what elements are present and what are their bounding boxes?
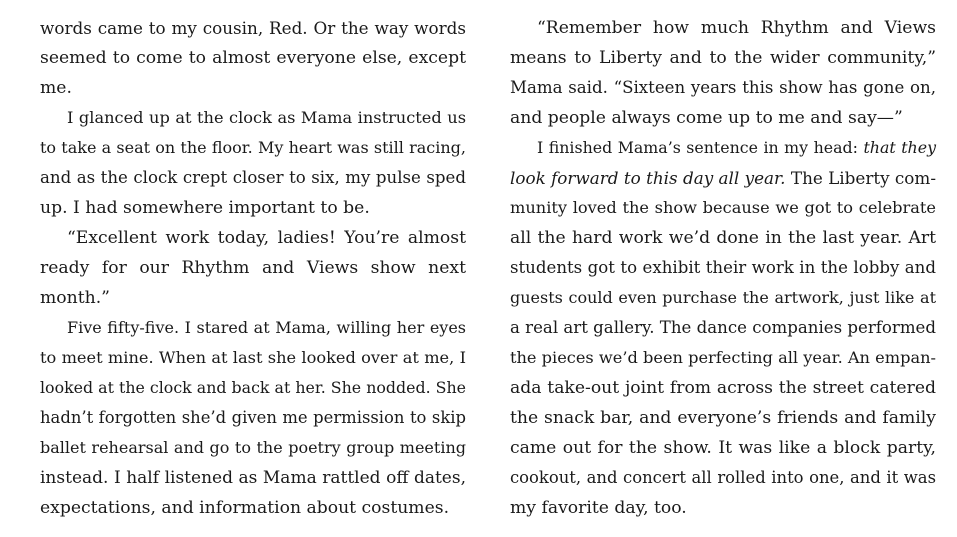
text-line: guests could even purchase the artwork, just like at	[510, 288, 936, 307]
text-line: all the hard work we’d done in the last year. Art	[510, 228, 936, 248]
text-line	[510, 133, 936, 163]
text-line: “Excellent work today, ladies! You’re almost	[67, 228, 466, 248]
text-line: “Remember how much Rhythm and Views	[537, 18, 936, 38]
text-run: The Liberty com-	[785, 168, 936, 188]
text-line: Mama said. “Sixteen years this show has gone on,	[510, 78, 936, 97]
text-line: and as the clock crept closer to six, my pulse sped	[40, 168, 466, 187]
text-line: Five fifty-five. I stared at Mama, willing her eyes	[67, 318, 466, 337]
text-line: to meet mine. When at last she looked over at me, I	[40, 348, 466, 367]
text-line: to take a seat on the floor. My heart was still racing,	[40, 138, 466, 157]
text-line: means to Liberty and to the wider community,”	[510, 48, 936, 68]
italic-text-run: look forward to this day all year.	[510, 168, 786, 188]
text-line: looked at the clock and back at her. She nodded. She	[40, 378, 466, 397]
text-line: up. I had somewhere important to be.	[40, 198, 370, 218]
text-line: words came to my cousin, Red. Or the way words	[40, 18, 466, 38]
text-line: ready for our Rhythm and Views show next	[40, 258, 466, 278]
text-line: month.”	[40, 288, 110, 308]
text-line: cookout, and concert all rolled into one, and it was	[510, 468, 936, 487]
left-column	[40, 13, 466, 523]
text-line: munity loved the show because we got to celebrate	[510, 198, 936, 217]
text-line: ballet rehearsal and go to the poetry group meeting	[40, 438, 466, 457]
italic-text-run: that they	[863, 138, 937, 157]
text-line: came out for the show. It was like a block party,	[510, 438, 936, 458]
text-line: me.	[40, 78, 72, 98]
text-line: expectations, and information about costumes.	[40, 498, 450, 518]
text-line: a real art gallery. The dance companies performed	[510, 318, 936, 337]
text-run: I finished Mama’s sentence in my head:	[537, 138, 864, 157]
text-line: the pieces we’d been perfecting all year. An empan-	[510, 348, 936, 367]
text-line: the snack bar, and everyone’s friends and family	[510, 408, 936, 428]
right-column	[510, 13, 936, 523]
text-line: students got to exhibit their work in the lobby and	[510, 258, 936, 277]
text-line: seemed to come to almost everyone else, except	[40, 48, 466, 68]
text-line	[510, 163, 936, 193]
text-line: hadn’t forgotten she’d given me permission to skip	[40, 408, 466, 427]
text-line: and people always come up to me and say—”	[510, 108, 903, 128]
text-line: ada take-out joint from across the street catered	[510, 378, 936, 398]
text-line: my favorite day, too.	[510, 498, 687, 518]
text-line: I glanced up at the clock as Mama instructed us	[67, 108, 466, 127]
text-line: instead. I half listened as Mama rattled off dates,	[40, 468, 466, 488]
